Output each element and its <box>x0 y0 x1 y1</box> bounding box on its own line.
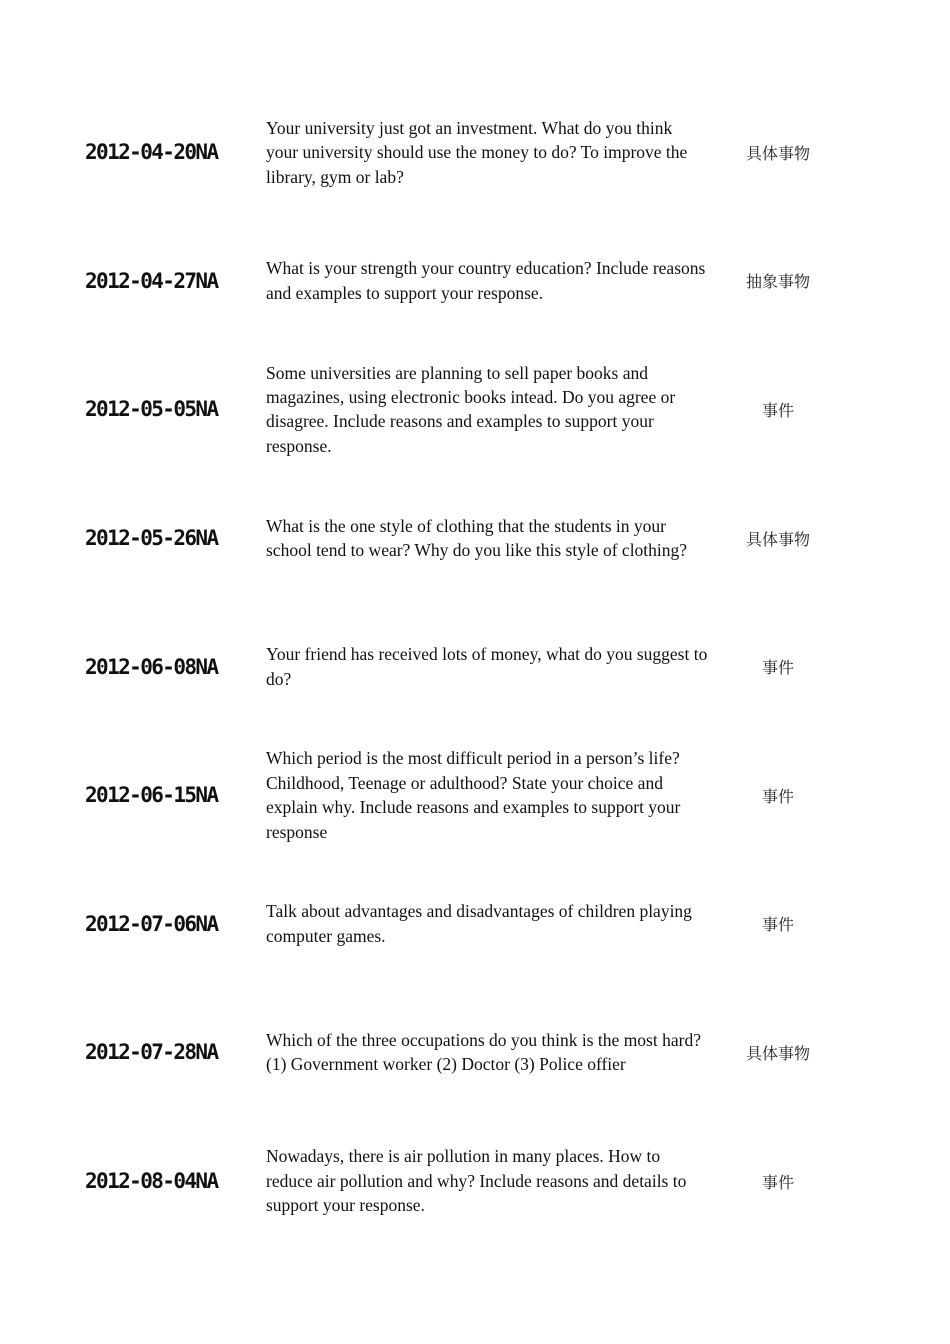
row-question: Which of the three occupations do you think is the most hard? (1) Government worker (2) Doctor (3) Police offier <box>266 1030 701 1075</box>
row-question: Nowadays, there is air pollution in many places. How to reduce air pollution and why? Include reasons and details to support your response. <box>266 1146 687 1216</box>
row-date: 2012-06-15NA <box>85 783 218 808</box>
row-date: 2012-05-05NA <box>85 397 218 422</box>
row-date: 2012-07-06NA <box>85 911 218 936</box>
table-row <box>0 88 950 217</box>
row-date: 2012-07-28NA <box>85 1040 218 1065</box>
row-category: 具体事物 <box>745 1043 810 1063</box>
row-category: 抽象事物 <box>745 272 810 292</box>
row-question: What is the one style of clothing that the students in your school tend to wear? Why do you like this style of clothing? <box>266 515 688 561</box>
row-category: 具体事物 <box>745 529 810 549</box>
table-row <box>0 474 950 603</box>
row-category: 具体事物 <box>745 143 810 163</box>
table-row <box>0 345 950 474</box>
table-row <box>0 1117 950 1246</box>
row-question: Your friend has received lots of money, what do you suggest to do? <box>266 644 708 689</box>
table-row <box>0 988 950 1117</box>
row-category: 事件 <box>761 658 794 678</box>
row-question: Some universities are planning to sell paper books and magazines, using electronic books intead. Do you agree or disagree. Include reasons and examples to support your response. <box>266 362 676 456</box>
row-question: What is your strength your country education? Include reasons and examples to support your response. <box>266 258 706 303</box>
table-row <box>0 217 950 346</box>
row-question: Your university just got an investment. What do you think your university should use the money to do? To improve the library, gym or lab? <box>266 117 688 187</box>
row-date: 2012-06-08NA <box>85 654 218 679</box>
table-row <box>0 731 950 860</box>
question-table <box>0 88 950 1245</box>
row-category: 事件 <box>761 915 794 935</box>
row-date: 2012-08-04NA <box>85 1169 218 1194</box>
row-category: 事件 <box>761 400 794 420</box>
row-category: 事件 <box>761 1172 794 1192</box>
row-question: Talk about advantages and disadvantages of children playing computer games. <box>266 901 692 946</box>
row-date: 2012-04-20NA <box>85 140 218 165</box>
row-question: Which period is the most difficult period in a person’s life? Childhood, Teenage or adulthood? State your choice and explain why. Include reasons and examples to support your response <box>266 748 681 842</box>
table-row <box>0 860 950 989</box>
table-row <box>0 602 950 731</box>
row-date: 2012-05-26NA <box>85 526 218 551</box>
row-date: 2012-04-27NA <box>85 268 218 293</box>
row-category: 事件 <box>761 786 794 806</box>
